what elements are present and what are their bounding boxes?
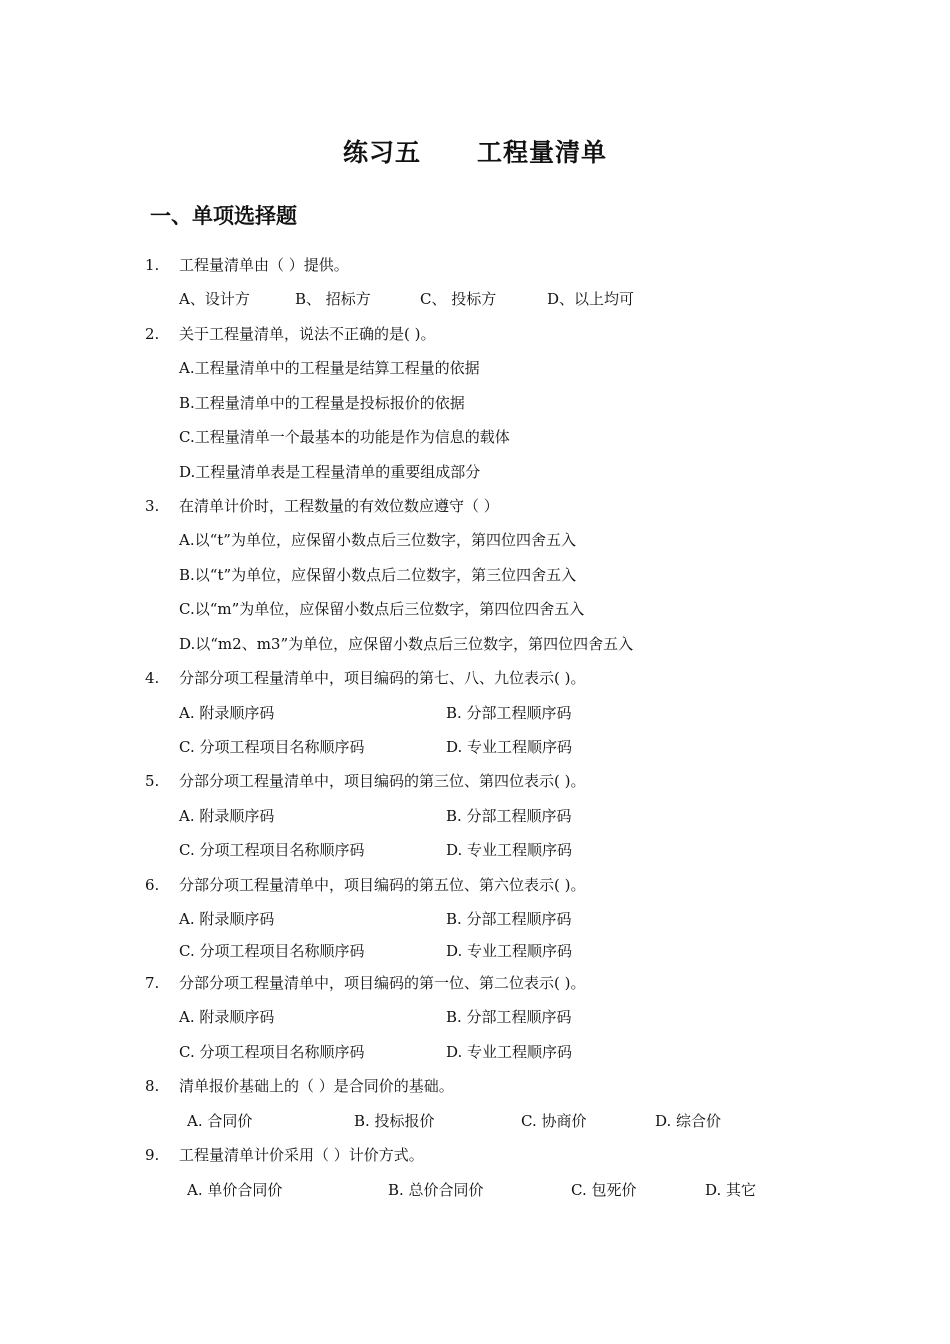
option-b: B. 分部工程顺序码: [446, 1008, 572, 1026]
option-d: D. 专业工程顺序码: [446, 942, 573, 960]
question-text: 工程量清单由（ ）提供。: [179, 256, 349, 274]
question-text: 分部分项工程量清单中，项目编码的第三位、第四位表示( )。: [179, 772, 586, 790]
option-b: B. 分部工程顺序码: [446, 704, 572, 722]
question-number: 7.: [145, 974, 160, 992]
option-d: D.以“m2、m3”为单位，应保留小数点后三位数字，第四位四舍五入: [179, 635, 634, 653]
option-a: A、设计方: [179, 290, 250, 308]
option-c: C. 协商价: [521, 1112, 587, 1130]
option-b: B. 总价合同价: [388, 1181, 484, 1199]
title-part2: 工程量清单: [477, 138, 608, 167]
option-a: A.以“t”为单位，应保留小数点后三位数字，第四位四舍五入: [179, 531, 576, 549]
question-text: 分部分项工程量清单中，项目编码的第一位、第二位表示( )。: [179, 974, 586, 992]
option-d: D.工程量清单表是工程量清单的重要组成部分: [179, 463, 481, 481]
question-text: 关于工程量清单，说法不正确的是( )。: [179, 325, 436, 343]
question-text: 工程量清单计价采用（ ）计价方式。: [179, 1146, 424, 1164]
question-text: 清单报价基础上的（ ）是合同价的基础。: [179, 1077, 454, 1095]
option-c: C. 分项工程项目名称顺序码: [179, 942, 365, 960]
question-number: 8.: [145, 1077, 160, 1095]
option-b: B、 招标方: [295, 290, 371, 308]
option-a: A. 附录顺序码: [179, 1008, 275, 1026]
option-c: C. 分项工程项目名称顺序码: [179, 841, 365, 859]
option-d: D. 专业工程顺序码: [446, 841, 573, 859]
option-c: C. 分项工程项目名称顺序码: [179, 738, 365, 756]
section-heading: 一、单项选择题: [150, 204, 297, 228]
page-title: [0, 133, 950, 169]
option-b: B. 分部工程顺序码: [446, 910, 572, 928]
option-d: D、以上均可: [547, 290, 635, 308]
question-text: 分部分项工程量清单中，项目编码的第五位、第六位表示( )。: [179, 876, 586, 894]
option-b: B. 分部工程顺序码: [446, 807, 572, 825]
question-number: 4.: [145, 669, 160, 687]
title-part1: 练习五: [342, 138, 421, 167]
option-b: B.工程量清单中的工程量是投标报价的依据: [179, 394, 465, 412]
option-a: A. 单价合同价: [187, 1181, 283, 1199]
question-text: 分部分项工程量清单中，项目编码的第七、八、九位表示( )。: [179, 669, 586, 687]
option-c: C.以“m”为单位，应保留小数点后三位数字，第四位四舍五入: [179, 600, 585, 618]
option-a: A. 附录顺序码: [179, 910, 275, 928]
question-number: 2.: [145, 325, 160, 343]
option-b: B.以“t”为单位，应保留小数点后二位数字，第三位四舍五入: [179, 566, 577, 584]
option-c: C、 投标方: [420, 290, 497, 308]
question-number: 1.: [145, 256, 160, 274]
question-number: 5.: [145, 772, 160, 790]
question-text: 在清单计价时，工程数量的有效位数应遵守（ ）: [179, 497, 499, 515]
option-d: D. 综合价: [655, 1112, 722, 1130]
option-c: C. 包死价: [571, 1181, 637, 1199]
option-a: A. 附录顺序码: [179, 704, 275, 722]
option-a: A. 附录顺序码: [179, 807, 275, 825]
option-a: A.工程量清单中的工程量是结算工程量的依据: [179, 359, 480, 377]
option-b: B. 投标报价: [354, 1112, 435, 1130]
option-d: D. 专业工程顺序码: [446, 738, 573, 756]
question-number: 9.: [145, 1146, 160, 1164]
option-c: C. 分项工程项目名称顺序码: [179, 1043, 365, 1061]
question-number: 6.: [145, 876, 160, 894]
question-number: 3.: [145, 497, 160, 515]
option-a: A. 合同价: [187, 1112, 253, 1130]
option-d: D. 专业工程顺序码: [446, 1043, 573, 1061]
option-d: D. 其它: [705, 1181, 757, 1199]
option-c: C.工程量清单一个最基本的功能是作为信息的载体: [179, 428, 510, 446]
